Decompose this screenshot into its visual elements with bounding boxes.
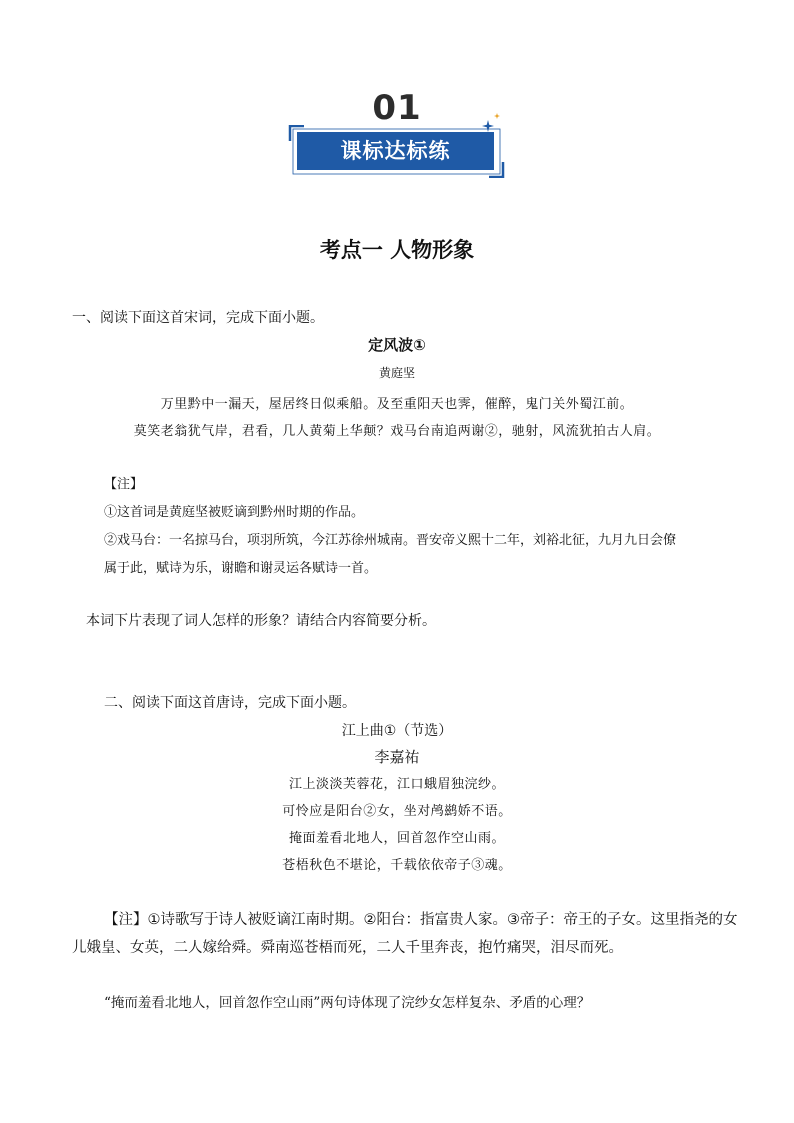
question2-prompt: “掩而羞看北地人，回首忽作空山雨”两句诗体现了浣纱女怎样复杂、矛盾的心理？	[104, 995, 591, 1011]
question2-poem-line: 苍梧秋色不堪论，千载依依帝子③魂。	[282, 858, 512, 873]
topic-title: 考点一 人物形象	[319, 238, 475, 262]
question1-poem-line: 莫笑老翁犹气岸，君看，几人黄菊上华颠？戏马台南追两谢②，驰射，风流犹拍古人肩。	[133, 424, 661, 439]
section-banner	[288, 125, 505, 178]
question2-poem-line: 可怜应是阳台②女，坐对鸬鹚娇不语。	[282, 804, 512, 819]
question1-heading: 一、阅读下面这首宋词，完成下面小题。	[72, 310, 324, 326]
section-label: 课标达标练	[297, 132, 494, 170]
question1-note-label: 【注】	[104, 477, 144, 492]
question1-note: ②戏马台：一名掠马台，项羽所筑，今江苏徐州城南。晋安帝义熙十二年，刘裕北征，九月九日会僚	[104, 533, 677, 548]
question2-poem-author: 李嘉祐	[374, 748, 420, 766]
question1-note: ①这首词是黄庭坚被贬谪到黔州时期的作品。	[104, 505, 365, 520]
question1-prompt: 本词下片表现了词人怎样的形象？请结合内容简要分析。	[86, 613, 436, 629]
question2-poem-title: 江上曲①（节选）	[341, 723, 453, 739]
question2-note: 【注】①诗歌写于诗人被贬谪江南时期。②阳台：指富贵人家。③帝子：帝王的子女。这里指尧的女	[104, 912, 738, 928]
question1-note: 属于此，赋诗为乐，谢瞻和谢灵运各赋诗一首。	[104, 561, 378, 576]
question2-note: 儿娥皇、女英，二人嫁给舜。舜南巡苍梧而死，二人千里奔丧，抱竹痛哭，泪尽而死。	[72, 940, 623, 956]
question1-poem-author: 黄庭坚	[378, 366, 415, 380]
section-number: 01	[372, 88, 422, 128]
question1-poem-line: 万里黔中一漏天，屋居终日似乘船。及至重阳天也霁，催醉，鬼门关外蜀江前。	[160, 397, 634, 412]
question1-poem-title: 定风波①	[368, 336, 426, 354]
question2-poem-line: 掩面羞看北地人，回首忽作空山雨。	[288, 831, 505, 846]
question2-heading: 二、阅读下面这首唐诗，完成下面小题。	[104, 695, 356, 711]
question2-poem-line: 江上淡淡芙蓉花，江口蛾眉独浣纱。	[288, 777, 505, 792]
